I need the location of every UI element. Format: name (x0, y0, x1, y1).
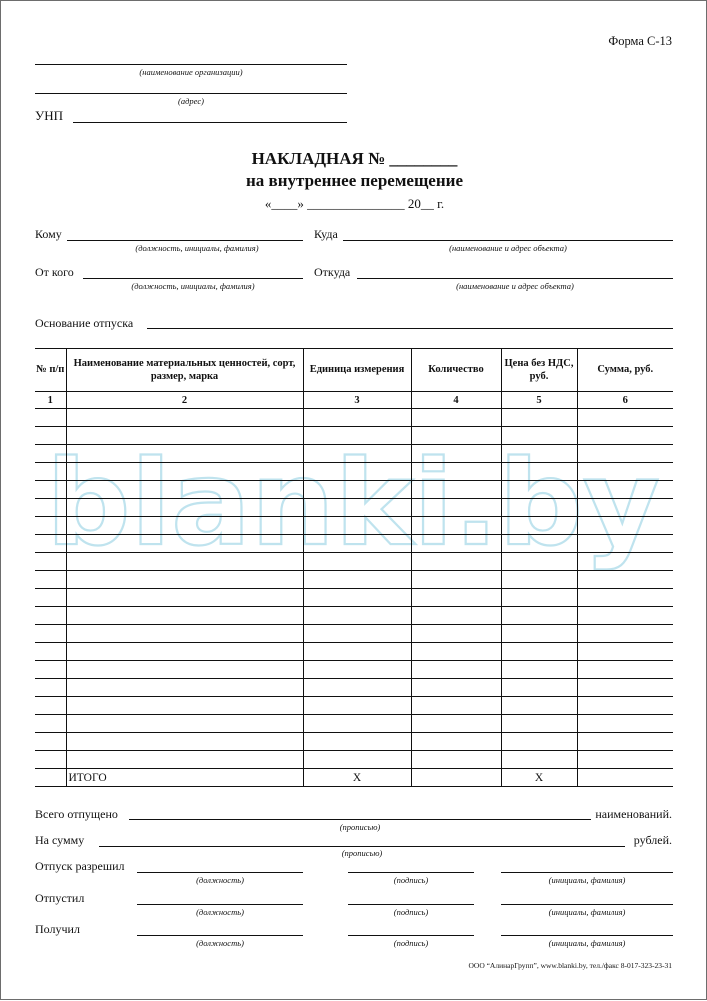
goods-name-cell[interactable] (66, 535, 303, 553)
position-caption: (должность) (196, 875, 244, 885)
price-cell[interactable] (501, 571, 577, 589)
table-row (35, 625, 673, 643)
sum-cell[interactable] (577, 517, 673, 535)
unit-cell[interactable] (303, 607, 411, 625)
released-suffix: наименований. (595, 807, 672, 821)
where-caption: (наименование и адрес объекта) (449, 243, 567, 253)
row-number-cell[interactable] (35, 643, 66, 661)
sum-cell[interactable] (577, 625, 673, 643)
quantity-cell[interactable] (411, 589, 501, 607)
from-label: От кого (35, 265, 74, 279)
row-number-cell[interactable] (35, 661, 66, 679)
released-label: Всего отпущено (35, 807, 118, 821)
row-number-cell[interactable] (35, 517, 66, 535)
row-number-cell[interactable] (35, 553, 66, 571)
sum-caption: (прописью) (341, 848, 383, 858)
watermark-text: blanki.by (46, 434, 660, 572)
header-quantity: Количество (411, 349, 501, 392)
unit-cell[interactable] (303, 553, 411, 571)
sum-cell[interactable] (577, 553, 673, 571)
to-field[interactable] (67, 240, 303, 241)
sum-cell[interactable] (577, 751, 673, 769)
table-row (35, 463, 673, 481)
sum-cell[interactable] (577, 661, 673, 679)
unp-label: УНП (35, 108, 63, 123)
sum-cell[interactable] (577, 409, 673, 427)
sum-cell[interactable] (577, 589, 673, 607)
goods-name-cell[interactable] (66, 607, 303, 625)
quantity-cell[interactable] (411, 733, 501, 751)
signature-label: Отпуск разрешил (35, 859, 125, 873)
address-caption: (адрес) (178, 96, 204, 106)
price-cell[interactable] (501, 751, 577, 769)
table-row (35, 571, 673, 589)
price-cell[interactable] (501, 463, 577, 481)
goods-name-cell[interactable] (66, 481, 303, 499)
price-cell[interactable] (501, 553, 577, 571)
unit-cell[interactable] (303, 481, 411, 499)
where-field[interactable] (343, 240, 673, 241)
footer-publisher: ООО “АлинарГрупп”, www.blanki.by, тел./факс 8-017-323-23-31 (468, 961, 672, 970)
table-row (35, 643, 673, 661)
quantity-cell[interactable] (411, 535, 501, 553)
price-cell[interactable] (501, 625, 577, 643)
position-caption: (должность) (196, 907, 244, 917)
row-number-cell[interactable] (35, 715, 66, 733)
price-cell[interactable] (501, 607, 577, 625)
quantity-cell[interactable] (411, 445, 501, 463)
row-number-cell[interactable] (35, 445, 66, 463)
goods-name-cell[interactable] (66, 571, 303, 589)
quantity-cell[interactable] (411, 751, 501, 769)
table-row (35, 445, 673, 463)
org-name-line[interactable] (35, 64, 347, 65)
header-unit: Единица измерения (303, 349, 411, 392)
total-quantity-cell[interactable] (411, 769, 501, 787)
row-number-cell[interactable] (35, 481, 66, 499)
row-number-cell[interactable] (35, 463, 66, 481)
table-row (35, 589, 673, 607)
basis-field[interactable] (147, 328, 673, 329)
unit-cell[interactable] (303, 571, 411, 589)
whence-label: Откуда (314, 265, 351, 279)
quantity-cell[interactable] (411, 517, 501, 535)
name-caption: (инициалы, фамилия) (548, 938, 626, 948)
total-row (35, 769, 673, 787)
position-caption: (должность) (196, 938, 244, 948)
sum-cell[interactable] (577, 571, 673, 589)
quantity-cell[interactable] (411, 715, 501, 733)
quantity-cell[interactable] (411, 499, 501, 517)
header-number: № п/п (35, 349, 66, 392)
goods-name-cell[interactable] (66, 445, 303, 463)
unit-cell[interactable] (303, 697, 411, 715)
table-row (35, 661, 673, 679)
unit-cell[interactable] (303, 463, 411, 481)
form-code: Форма С-13 (608, 34, 672, 48)
whence-caption: (наименование и адрес объекта) (456, 281, 574, 291)
column-number: 1 (35, 392, 66, 409)
header-goods-name: Наименование материальных ценностей, сорт, размер, марка (66, 349, 303, 392)
sum-cell[interactable] (577, 715, 673, 733)
goods-table (35, 348, 673, 787)
table-row (35, 751, 673, 769)
goods-name-cell[interactable] (66, 427, 303, 445)
whence-field[interactable] (357, 278, 673, 279)
sum-cell[interactable] (577, 697, 673, 715)
row-number-cell[interactable] (35, 751, 66, 769)
goods-name-cell[interactable] (66, 715, 303, 733)
unit-cell[interactable] (303, 499, 411, 517)
name-caption: (инициалы, фамилия) (548, 875, 626, 885)
column-number-row (35, 392, 673, 409)
name-field[interactable] (501, 935, 673, 936)
table-row (35, 481, 673, 499)
sum-cell[interactable] (577, 445, 673, 463)
position-field[interactable] (137, 904, 303, 905)
column-number: 5 (501, 392, 577, 409)
quantity-cell[interactable] (411, 481, 501, 499)
name-field[interactable] (501, 904, 673, 905)
goods-name-cell[interactable] (66, 589, 303, 607)
unit-cell[interactable] (303, 625, 411, 643)
sum-cell[interactable] (577, 643, 673, 661)
basis-label: Основание отпуска (35, 316, 134, 330)
unit-cell[interactable] (303, 517, 411, 535)
table-row (35, 679, 673, 697)
signature-field[interactable] (348, 935, 474, 936)
table-row (35, 715, 673, 733)
row-number-cell[interactable] (35, 499, 66, 517)
table-row (35, 409, 673, 427)
price-cell[interactable] (501, 481, 577, 499)
row-number-cell[interactable] (35, 409, 66, 427)
quantity-cell[interactable] (411, 427, 501, 445)
goods-name-cell[interactable] (66, 517, 303, 535)
row-number-cell[interactable] (35, 679, 66, 697)
where-label: Куда (314, 227, 338, 241)
price-cell[interactable] (501, 409, 577, 427)
total-sum-cell[interactable] (577, 769, 673, 787)
to-label: Кому (35, 227, 62, 241)
unp-field[interactable] (73, 122, 347, 123)
table-row (35, 733, 673, 751)
sum-cell[interactable] (577, 427, 673, 445)
price-cell[interactable] (501, 517, 577, 535)
sum-cell[interactable] (577, 679, 673, 697)
sum-cell[interactable] (577, 463, 673, 481)
price-cell[interactable] (501, 427, 577, 445)
unit-cell[interactable] (303, 751, 411, 769)
quantity-cell[interactable] (411, 463, 501, 481)
row-number-cell[interactable] (35, 535, 66, 553)
document-title: НАКЛАДНАЯ № ________ (251, 149, 458, 168)
unit-cell[interactable] (303, 427, 411, 445)
row-number-cell[interactable] (35, 733, 66, 751)
document-subtitle: на внутреннее перемещение (245, 171, 463, 190)
row-number-cell[interactable] (35, 589, 66, 607)
price-cell[interactable] (501, 643, 577, 661)
table-row (35, 607, 673, 625)
table-row (35, 697, 673, 715)
quantity-cell[interactable] (411, 661, 501, 679)
sum-cell[interactable] (577, 499, 673, 517)
total-price-mark: Х (501, 769, 577, 787)
table-row (35, 499, 673, 517)
signature-caption: (подпись) (393, 938, 429, 948)
quantity-cell[interactable] (411, 607, 501, 625)
position-field[interactable] (137, 935, 303, 936)
goods-name-cell[interactable] (66, 499, 303, 517)
column-number: 4 (411, 392, 501, 409)
signature-caption: (подпись) (393, 907, 429, 917)
signature-field[interactable] (348, 904, 474, 905)
goods-name-cell[interactable] (66, 733, 303, 751)
sum-cell[interactable] (577, 733, 673, 751)
released-caption: (прописью) (339, 822, 381, 832)
price-cell[interactable] (501, 679, 577, 697)
from-caption: (должность, инициалы, фамилия) (131, 281, 255, 291)
quantity-cell[interactable] (411, 625, 501, 643)
goods-name-cell[interactable] (66, 643, 303, 661)
unit-cell[interactable] (303, 679, 411, 697)
header-price: Цена без НДС, руб. (501, 349, 577, 392)
signature-caption: (подпись) (393, 875, 429, 885)
released-field[interactable] (129, 819, 591, 820)
column-number: 3 (303, 392, 411, 409)
unit-cell[interactable] (303, 715, 411, 733)
quantity-cell[interactable] (411, 679, 501, 697)
row-number-cell[interactable] (35, 625, 66, 643)
row-number-cell[interactable] (35, 697, 66, 715)
header-sum: Сумма, руб. (577, 349, 673, 392)
goods-name-cell[interactable] (66, 661, 303, 679)
sum-cell[interactable] (577, 607, 673, 625)
unit-cell[interactable] (303, 733, 411, 751)
total-label: ИТОГО (66, 769, 303, 787)
signature-field[interactable] (348, 872, 474, 873)
unit-cell[interactable] (303, 535, 411, 553)
goods-name-cell[interactable] (66, 679, 303, 697)
from-field[interactable] (83, 278, 303, 279)
goods-name-cell[interactable] (66, 463, 303, 481)
unit-cell[interactable] (303, 445, 411, 463)
total-unit-mark: Х (303, 769, 411, 787)
sum-field[interactable] (99, 846, 625, 847)
quantity-cell[interactable] (411, 697, 501, 715)
sum-label: На сумму (35, 833, 85, 847)
sum-suffix: рублей. (633, 833, 672, 847)
to-caption: (должность, инициалы, фамилия) (135, 243, 259, 253)
unit-cell[interactable] (303, 409, 411, 427)
table-row (35, 535, 673, 553)
address-line[interactable] (35, 93, 347, 94)
price-cell[interactable] (501, 733, 577, 751)
row-number-cell[interactable] (35, 427, 66, 445)
sum-cell[interactable] (577, 481, 673, 499)
name-field[interactable] (501, 872, 673, 873)
quantity-cell[interactable] (411, 571, 501, 589)
signature-label: Отпустил (35, 891, 85, 905)
unit-cell[interactable] (303, 589, 411, 607)
quantity-cell[interactable] (411, 409, 501, 427)
quantity-cell[interactable] (411, 643, 501, 661)
quantity-cell[interactable] (411, 553, 501, 571)
price-cell[interactable] (501, 697, 577, 715)
goods-name-cell[interactable] (66, 409, 303, 427)
price-cell[interactable] (501, 445, 577, 463)
row-number-cell[interactable] (35, 571, 66, 589)
price-cell[interactable] (501, 661, 577, 679)
row-number-cell[interactable] (35, 607, 66, 625)
goods-name-cell[interactable] (66, 625, 303, 643)
position-field[interactable] (137, 872, 303, 873)
name-caption: (инициалы, фамилия) (548, 907, 626, 917)
total-number-cell (35, 769, 66, 787)
unit-cell[interactable] (303, 661, 411, 679)
sum-cell[interactable] (577, 535, 673, 553)
price-cell[interactable] (501, 715, 577, 733)
price-cell[interactable] (501, 499, 577, 517)
column-number: 2 (66, 392, 303, 409)
goods-name-cell[interactable] (66, 697, 303, 715)
signature-label: Получил (35, 922, 80, 936)
price-cell[interactable] (501, 535, 577, 553)
table-row (35, 427, 673, 445)
goods-name-cell[interactable] (66, 553, 303, 571)
document-date: «____» _______________ 20__ г. (264, 196, 445, 211)
unit-cell[interactable] (303, 643, 411, 661)
table-row (35, 553, 673, 571)
org-name-caption: (наименование организации) (139, 67, 243, 77)
table-row (35, 517, 673, 535)
goods-name-cell[interactable] (66, 751, 303, 769)
price-cell[interactable] (501, 589, 577, 607)
column-number: 6 (577, 392, 673, 409)
